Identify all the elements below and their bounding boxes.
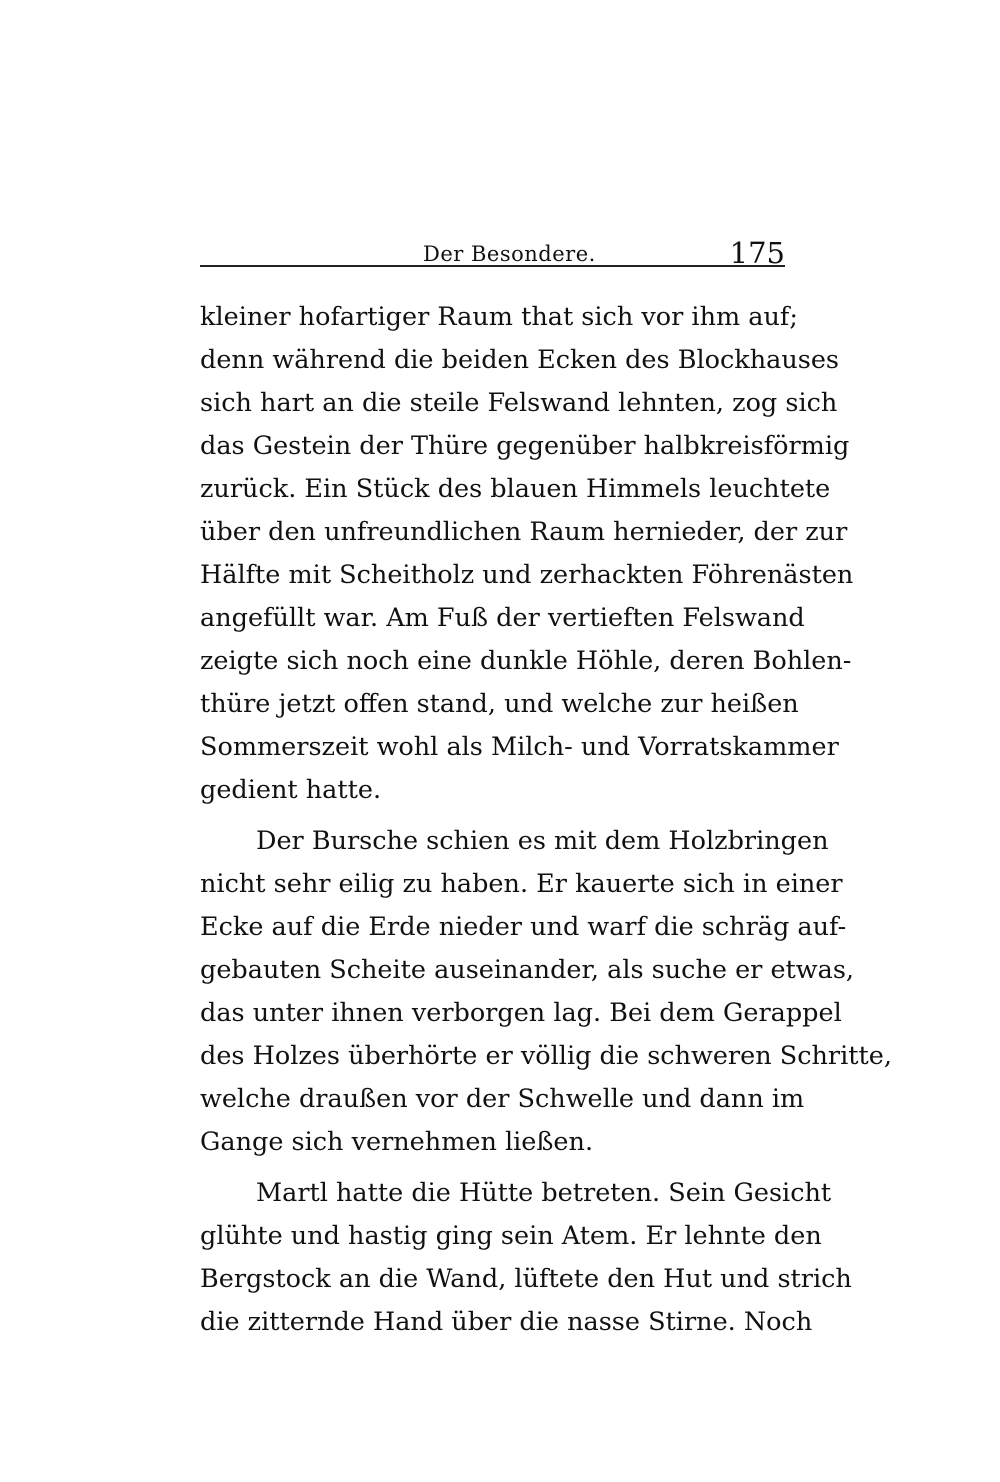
- text-line: des Holzes überhörte er völlig die schweren Schritte,: [200, 1041, 892, 1071]
- text-line: thüre jetzt offen stand, und welche zur heißen: [200, 689, 799, 719]
- text-line: welche draußen vor der Schwelle und dann im: [200, 1084, 805, 1114]
- text-line: Hälfte mit Scheitholz und zerhackten Föhrenästen: [200, 560, 854, 590]
- text-line: das Gestein der Thüre gegenüber halbkreisförmig: [200, 431, 850, 461]
- text-line: sich hart an die steile Felswand lehnten, zog sich: [200, 388, 838, 418]
- running-title: Der Besondere.: [423, 242, 596, 266]
- text-line: Sommerszeit wohl als Milch- und Vorratskammer: [200, 732, 839, 762]
- text-line: glühte und hastig ging sein Atem. Er lehnte den: [200, 1221, 822, 1251]
- text-line: nicht sehr eilig zu haben. Er kauerte sich in einer: [200, 869, 843, 899]
- paragraph: [200, 1172, 852, 1344]
- text-line: Martl hatte die Hütte betreten. Sein Gesicht: [256, 1178, 832, 1208]
- text-line: angefüllt war. Am Fuß der vertieften Felswand: [200, 603, 805, 633]
- paragraph-gap: [200, 812, 785, 820]
- paragraph: [200, 296, 854, 812]
- text-line: zurück. Ein Stück des blauen Himmels leuchtete: [200, 474, 831, 504]
- text-line: zeigte sich noch eine dunkle Höhle, deren Bohlen-: [200, 646, 852, 676]
- text-line: die zitternde Hand über die nasse Stirne. Noch: [200, 1307, 813, 1337]
- text-line: Bergstock an die Wand, lüftete den Hut und strich: [200, 1264, 852, 1294]
- text-line: Ecke auf die Erde nieder und warf die schräg auf-: [200, 912, 847, 942]
- text-line: gedient hatte.: [200, 775, 382, 805]
- text-line: kleiner hofartiger Raum that sich vor ihm auf;: [200, 302, 798, 332]
- text-line: Der Bursche schien es mit dem Holzbringen: [256, 826, 829, 856]
- text-line: gebauten Scheite auseinander, als suche er etwas,: [200, 955, 855, 985]
- paragraph: [200, 820, 892, 1164]
- text-line: denn während die beiden Ecken des Blockhauses: [200, 345, 840, 375]
- running-head: [200, 238, 785, 278]
- header-rule: [200, 265, 785, 267]
- paragraph-gap: [200, 1164, 785, 1172]
- text-line: das unter ihnen verborgen lag. Bei dem Gerappel: [200, 998, 842, 1028]
- text-line: über den unfreundlichen Raum hernieder, der zur: [200, 517, 848, 547]
- body-text: [200, 296, 892, 1344]
- page-number: 175: [729, 236, 785, 270]
- text-line: Gange sich vernehmen ließen.: [200, 1127, 594, 1157]
